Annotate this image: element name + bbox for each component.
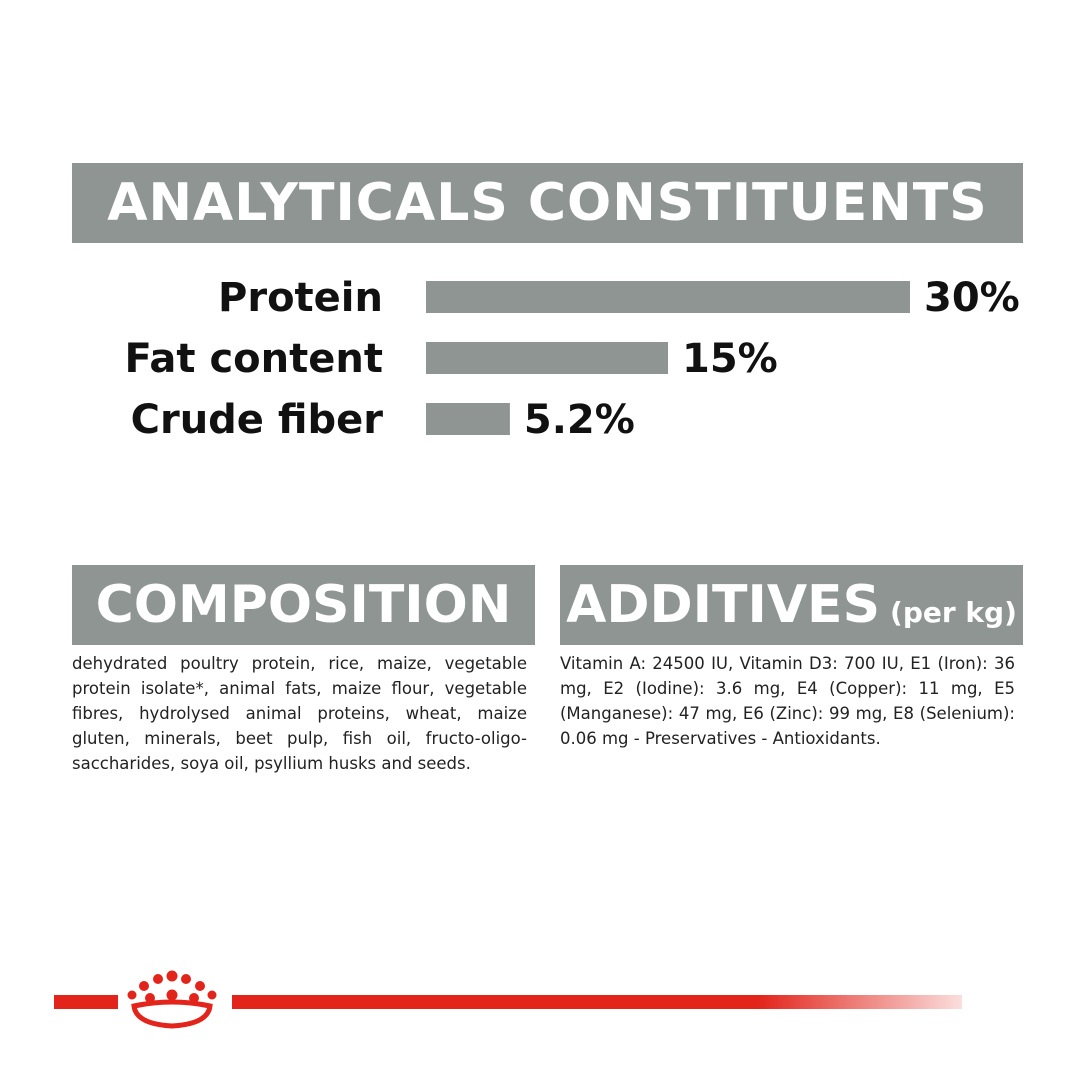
constituents-chart: [0, 265, 1080, 455]
composition-banner: [72, 565, 535, 645]
bar: [426, 281, 910, 313]
additives-text: Vitamin A: 24500 IU, Vitamin D3: 700 IU, E1 (Iron): 36 mg, E2 (Iodine): 3.6 mg, E4 (Copper): 11 mg, E5 (Manganese): 47 mg, E6 (Zinc): 99 mg, E8 (Selenium): 0.06 mg - Preservatives - Antioxidants.: [560, 654, 1015, 748]
footer-line-right: [232, 995, 962, 1009]
value-label: 30%: [924, 275, 1020, 321]
additives-banner: [560, 565, 1023, 645]
analyticals-banner: [72, 163, 1023, 243]
additives-title: ADDITIVES: [566, 575, 881, 635]
analyticals-title: ANALYTICALS CONSTITUENTS: [107, 173, 988, 233]
value-label: 5.2%: [523, 397, 635, 443]
category-label: Crude fiber: [130, 397, 383, 443]
bar: [426, 403, 510, 435]
bar: [426, 342, 668, 374]
composition-title: COMPOSITION: [95, 575, 512, 635]
value-label: 15%: [682, 336, 778, 382]
footer-line-left: [54, 995, 118, 1009]
additives-unit: (per kg): [890, 595, 1017, 629]
crown-logo-icon: [120, 968, 224, 1030]
composition-text: dehydrated poultry protein, rice, maize, vegetable protein isolate*, animal fats, maize flour, vegetable fibres, hydrolysed animal proteins, wheat, maize gluten, minerals, beet pulp, fish oil, fructo-oligo-saccharides, soya oil, psyllium husks and seeds.: [72, 654, 527, 773]
category-label: Protein: [218, 275, 383, 321]
category-label: Fat content: [124, 336, 383, 382]
